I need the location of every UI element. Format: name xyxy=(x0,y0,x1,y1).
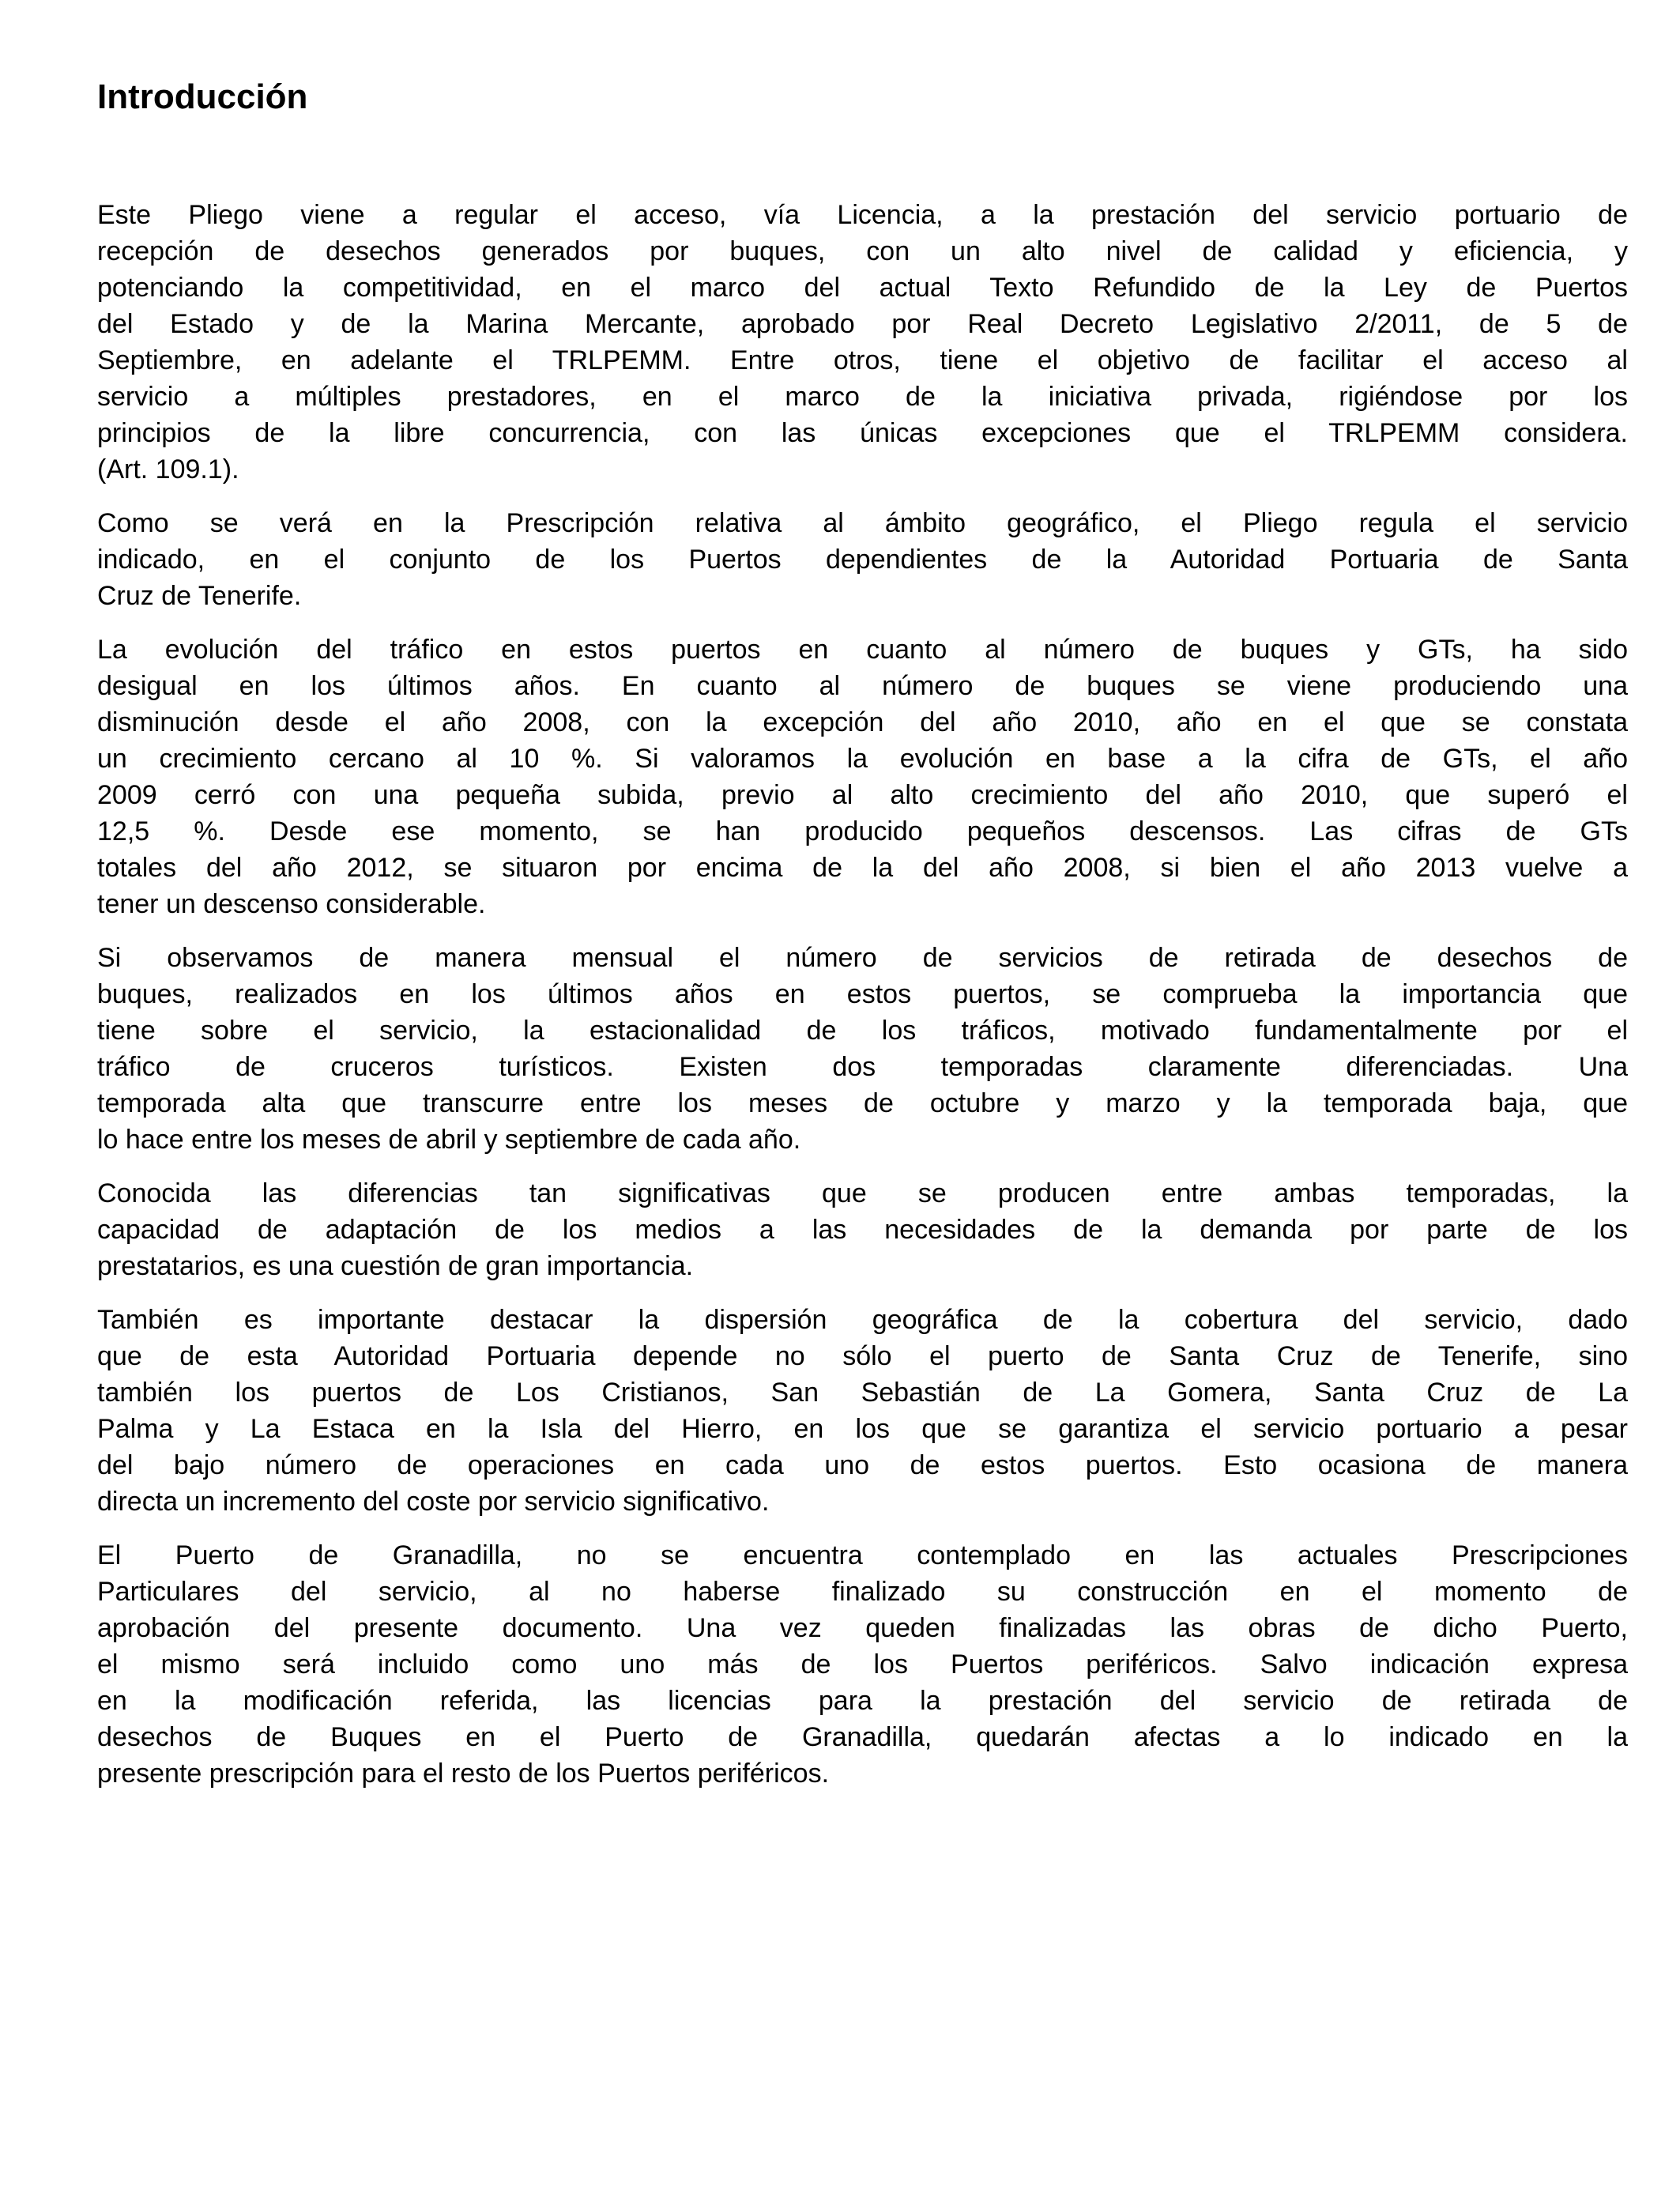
paragraph xyxy=(97,505,1628,614)
text-line: que de esta Autoridad Portuaria depende no sólo el puerto de Santa Cruz de Tenerife, sino xyxy=(97,1341,1628,1371)
text-line: temporada alta que transcurre entre los meses de octubre y marzo y la temporada baja, que xyxy=(97,1088,1628,1118)
text-line: del bajo número de operaciones en cada uno de estos puertos. Esto ocasiona de manera xyxy=(97,1450,1628,1480)
text-line: presente prescripción para el resto de los Puertos periféricos. xyxy=(97,1759,830,1789)
text-line: servicio a múltiples prestadores, en el marco de la iniciativa privada, rigiéndose por los xyxy=(97,382,1628,412)
paragraph xyxy=(97,631,1628,922)
text-line: directa un incremento del coste por servicio significativo. xyxy=(97,1487,770,1517)
text-line: del Estado y de la Marina Mercante, aprobado por Real Decreto Legislativo 2/2011, de 5 de xyxy=(97,309,1628,339)
paragraph xyxy=(97,1302,1628,1520)
text-line: 2009 cerró con una pequeña subida, previo al alto crecimiento del año 2010, que superó el xyxy=(97,780,1628,810)
text-line: Particulares del servicio, al no haberse finalizado su construcción en el momento de xyxy=(97,1577,1628,1607)
page-title: Introducción xyxy=(97,77,308,116)
text-line: tráfico de cruceros turísticos. Existen dos temporadas claramente diferenciadas. Una xyxy=(97,1052,1628,1082)
text-line: Como se verá en la Prescripción relativa al ámbito geográfico, el Pliego regula el servicio xyxy=(97,508,1628,538)
paragraph xyxy=(97,197,1628,488)
text-line: lo hace entre los meses de abril y septiembre de cada año. xyxy=(97,1125,801,1155)
text-line: Palma y La Estaca en la Isla del Hierro, en los que se garantiza el servicio portuario a pesar xyxy=(97,1414,1628,1444)
text-line: tener un descenso considerable. xyxy=(97,889,486,919)
text-line: Este Pliego viene a regular el acceso, vía Licencia, a la prestación del servicio portuario de xyxy=(97,200,1628,230)
text-line: capacidad de adaptación de los medios a las necesidades de la demanda por parte de los xyxy=(97,1215,1628,1245)
text-line: 12,5 %. Desde ese momento, se han producido pequeños descensos. Las cifras de GTs xyxy=(97,816,1628,846)
text-line: en la modificación referida, las licencias para la prestación del servicio de retirada de xyxy=(97,1686,1628,1716)
text-line: El Puerto de Granadilla, no se encuentra contemplado en las actuales Prescripciones xyxy=(97,1540,1628,1570)
text-line: También es importante destacar la dispersión geográfica de la cobertura del servicio, dado xyxy=(97,1305,1628,1335)
text-line: disminución desde el año 2008, con la excepción del año 2010, año en el que se constata xyxy=(97,707,1628,737)
text-line: La evolución del tráfico en estos puertos en cuanto al número de buques y GTs, ha sido xyxy=(97,635,1628,665)
text-line: un crecimiento cercano al 10 %. Si valoramos la evolución en base a la cifra de GTs, el año xyxy=(97,744,1628,774)
paragraph xyxy=(97,940,1628,1158)
text-line: Si observamos de manera mensual el número de servicios de retirada de desechos de xyxy=(97,943,1628,973)
paragraph xyxy=(97,1175,1628,1284)
text-line: totales del año 2012, se situaron por encima de la del año 2008, si bien el año 2013 vuelve a xyxy=(97,853,1628,883)
text-line: Conocida las diferencias tan significativas que se producen entre ambas temporadas, la xyxy=(97,1178,1628,1208)
text-line: prestatarios, es una cuestión de gran importancia. xyxy=(97,1251,694,1281)
text-line: Septiembre, en adelante el TRLPEMM. Entre otros, tiene el objetivo de facilitar el acceso al xyxy=(97,345,1628,375)
text-line: desigual en los últimos años. En cuanto al número de buques se viene produciendo una xyxy=(97,671,1628,701)
text-line: buques, realizados en los últimos años en estos puertos, se comprueba la importancia que xyxy=(97,979,1628,1009)
document-body xyxy=(97,197,1628,1792)
text-line: Cruz de Tenerife. xyxy=(97,581,302,611)
paragraph xyxy=(97,1537,1628,1792)
text-line: el mismo será incluido como uno más de los Puertos periféricos. Salvo indicación expresa xyxy=(97,1649,1628,1679)
text-line: tiene sobre el servicio, la estacionalidad de los tráficos, motivado fundamentalmente por el xyxy=(97,1016,1628,1046)
text-line: potenciando la competitividad, en el marco del actual Texto Refundido de la Ley de Puertos xyxy=(97,273,1628,303)
text-line: (Art. 109.1). xyxy=(97,454,239,484)
text-line: principios de la libre concurrencia, con las únicas excepciones que el TRLPEMM considera. xyxy=(97,418,1628,448)
text-line: recepción de desechos generados por buques, con un alto nivel de calidad y eficiencia, y xyxy=(97,236,1628,266)
text-line: desechos de Buques en el Puerto de Granadilla, quedarán afectas a lo indicado en la xyxy=(97,1722,1628,1752)
text-line: aprobación del presente documento. Una vez queden finalizadas las obras de dicho Puerto, xyxy=(97,1613,1628,1643)
text-line: también los puertos de Los Cristianos, San Sebastián de La Gomera, Santa Cruz de La xyxy=(97,1378,1628,1408)
text-line: indicado, en el conjunto de los Puertos dependientes de la Autoridad Portuaria de Santa xyxy=(97,545,1628,575)
